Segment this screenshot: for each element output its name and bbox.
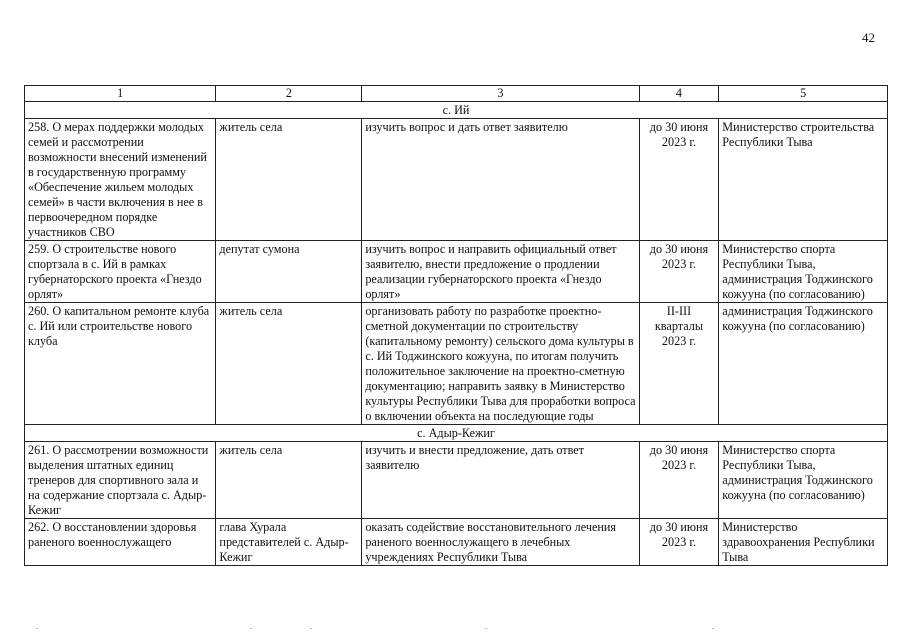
initiator-cell: глава Хурала представителей с. Адыр-Кежиг xyxy=(216,519,362,566)
issue-cell: 259. О строительстве нового спортзала в с. Ий в рамках губернаторского проекта «Гнездо орлят» xyxy=(25,241,216,303)
section-row xyxy=(25,425,888,442)
table-row xyxy=(25,303,888,425)
scan-artifacts xyxy=(0,628,905,634)
decisions-table xyxy=(24,85,888,566)
issue-cell: 262. О восстановлении здоровья раненого военнослужащего xyxy=(25,519,216,566)
deadline-cell: до 30 июня 2023 г. xyxy=(639,241,719,303)
deadline-cell: до 30 июня 2023 г. xyxy=(639,442,719,519)
section-row xyxy=(25,102,888,119)
responsible-cell: Министерство спорта Республики Тыва, администрация Тоджинского кожууна (по согласованию) xyxy=(719,241,888,303)
action-cell: изучить и внести предложение, дать ответ заявителю xyxy=(362,442,639,519)
column-header: 1 xyxy=(25,86,216,102)
initiator-cell: житель села xyxy=(216,303,362,425)
table-row xyxy=(25,519,888,566)
deadline-cell: до 30 июня 2023 г. xyxy=(639,119,719,241)
column-header: 4 xyxy=(639,86,719,102)
table-header-row xyxy=(25,86,888,102)
section-title: с. Адыр-Кежиг xyxy=(25,425,888,442)
action-cell: оказать содействие восстановительного лечения раненого военнослужащего в лечебных учреждениях Республики Тыва xyxy=(362,519,639,566)
action-cell: организовать работу по разработке проектно-сметной документации по строительству (капитальному ремонту) сельского дома культуры в с. Ий Тоджинского кожууна, по итогам получить положительное заключение на проектно-сметную документацию; направить заявку в Министерство культуры Республики Тыва для проработки вопроса о включении объекта на последующие годы xyxy=(362,303,639,425)
responsible-cell: администрация Тоджинского кожууна (по согласованию) xyxy=(719,303,888,425)
initiator-cell: житель села xyxy=(216,119,362,241)
column-header: 2 xyxy=(216,86,362,102)
responsible-cell: Министерство строительства Республики Тыва xyxy=(719,119,888,241)
deadline-cell: II-III кварталы 2023 г. xyxy=(639,303,719,425)
deadline-cell: до 30 июня 2023 г. xyxy=(639,519,719,566)
responsible-cell: Министерство здравоохранения Республики Тыва xyxy=(719,519,888,566)
responsible-cell: Министерство спорта Республики Тыва, администрация Тоджинского кожууна (по согласованию) xyxy=(719,442,888,519)
action-cell: изучить вопрос и дать ответ заявителю xyxy=(362,119,639,241)
initiator-cell: депутат сумона xyxy=(216,241,362,303)
action-cell: изучить вопрос и направить официальный ответ заявителю, внести предложение о продлении реализации губернаторского проекта «Гнездо орлят» xyxy=(362,241,639,303)
page-number: 42 xyxy=(862,30,875,45)
table-row xyxy=(25,442,888,519)
initiator-cell: житель села xyxy=(216,442,362,519)
issue-cell: 261. О рассмотрении возможности выделения штатных единиц тренеров для спортивного зала и на содержание спортзала с. Адыр-Кежиг xyxy=(25,442,216,519)
column-header: 3 xyxy=(362,86,639,102)
issue-cell: 258. О мерах поддержки молодых семей и рассмотрении возможности внесений изменений в государственную программу «Обеспечение жильем молодых семей» в части включения в нее в первоочередном порядке участников СВО xyxy=(25,119,216,241)
table-row xyxy=(25,119,888,241)
column-header: 5 xyxy=(719,86,888,102)
table-row xyxy=(25,241,888,303)
section-title: с. Ий xyxy=(25,102,888,119)
issue-cell: 260. О капитальном ремонте клуба с. Ий или строительстве нового клуба xyxy=(25,303,216,425)
